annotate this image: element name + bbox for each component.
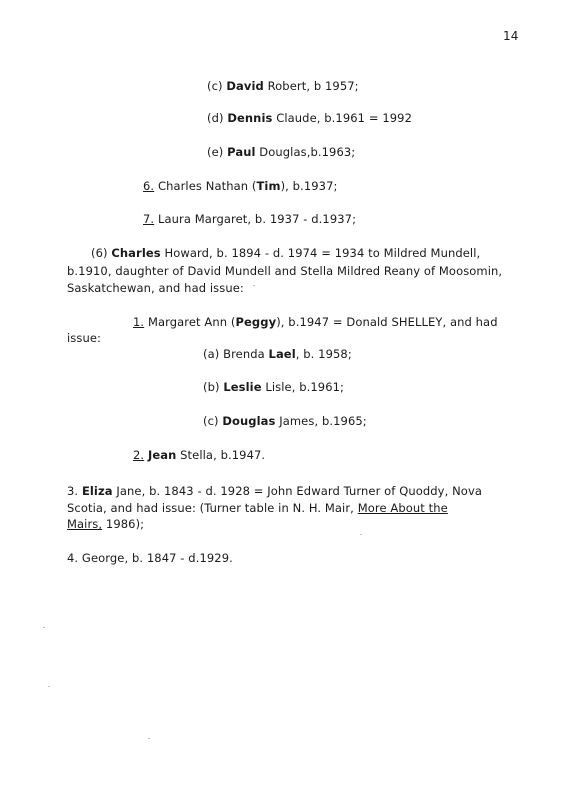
para-6-charles-line-1: (6) Charles Howard, b. 1894 - d. 1974 = 1934 to Mildred Mundell, (91, 246, 481, 260)
entry-d-dennis: (d) Dennis Claude, b.1961 = 1992 (207, 111, 412, 125)
book-title-part-2: Mairs, (67, 517, 103, 531)
entry-c-douglas: (c) Douglas James, b.1965; (203, 414, 367, 428)
page-number: 14 (503, 29, 519, 43)
para-6-charles-line-3: Saskatchewan, and had issue: (67, 281, 244, 295)
entry-a-brenda: (a) Brenda Lael, b. 1958; (203, 347, 352, 361)
entry-1-margaret: 1. Margaret Ann (Peggy), b.1947 = Donald SHELLEY, and had (133, 315, 498, 329)
scan-speck (148, 738, 150, 739)
book-title-part-1: More About the (357, 501, 448, 515)
entry-7-laura: 7. Laura Margaret, b. 1937 - d.1937; (143, 212, 357, 226)
entry-3-eliza-line-3: Mairs, 1986); (67, 517, 145, 531)
entry-2-jean: 2. Jean Stella, b.1947. (133, 448, 266, 462)
para-6-charles-line-2: b.1910, daughter of David Mundell and Stella Mildred Reany of Moosomin, (67, 264, 503, 278)
scan-speck (360, 534, 362, 535)
entry-4-george: 4. George, b. 1847 - d.1929. (67, 551, 233, 565)
entry-c-david: (c) David Robert, b 1957; (207, 79, 359, 93)
entry-b-leslie: (b) Leslie Lisle, b.1961; (203, 380, 345, 394)
entry-e-paul: (e) Paul Douglas,b.1963; (207, 145, 356, 159)
entry-3-eliza-line-1: 3. Eliza Jane, b. 1843 - d. 1928 = John Edward Turner of Quoddy, Nova (67, 484, 482, 498)
scan-speck (48, 686, 50, 687)
entry-3-eliza-line-2: Scotia, and had issue: (Turner table in N. H. Mair, More About the (67, 501, 448, 515)
issue-label: issue: (67, 331, 102, 345)
entry-6-charles-nathan: 6. Charles Nathan (Tim), b.1937; (143, 179, 338, 193)
scan-speck (43, 627, 45, 628)
scan-speck (253, 285, 255, 286)
